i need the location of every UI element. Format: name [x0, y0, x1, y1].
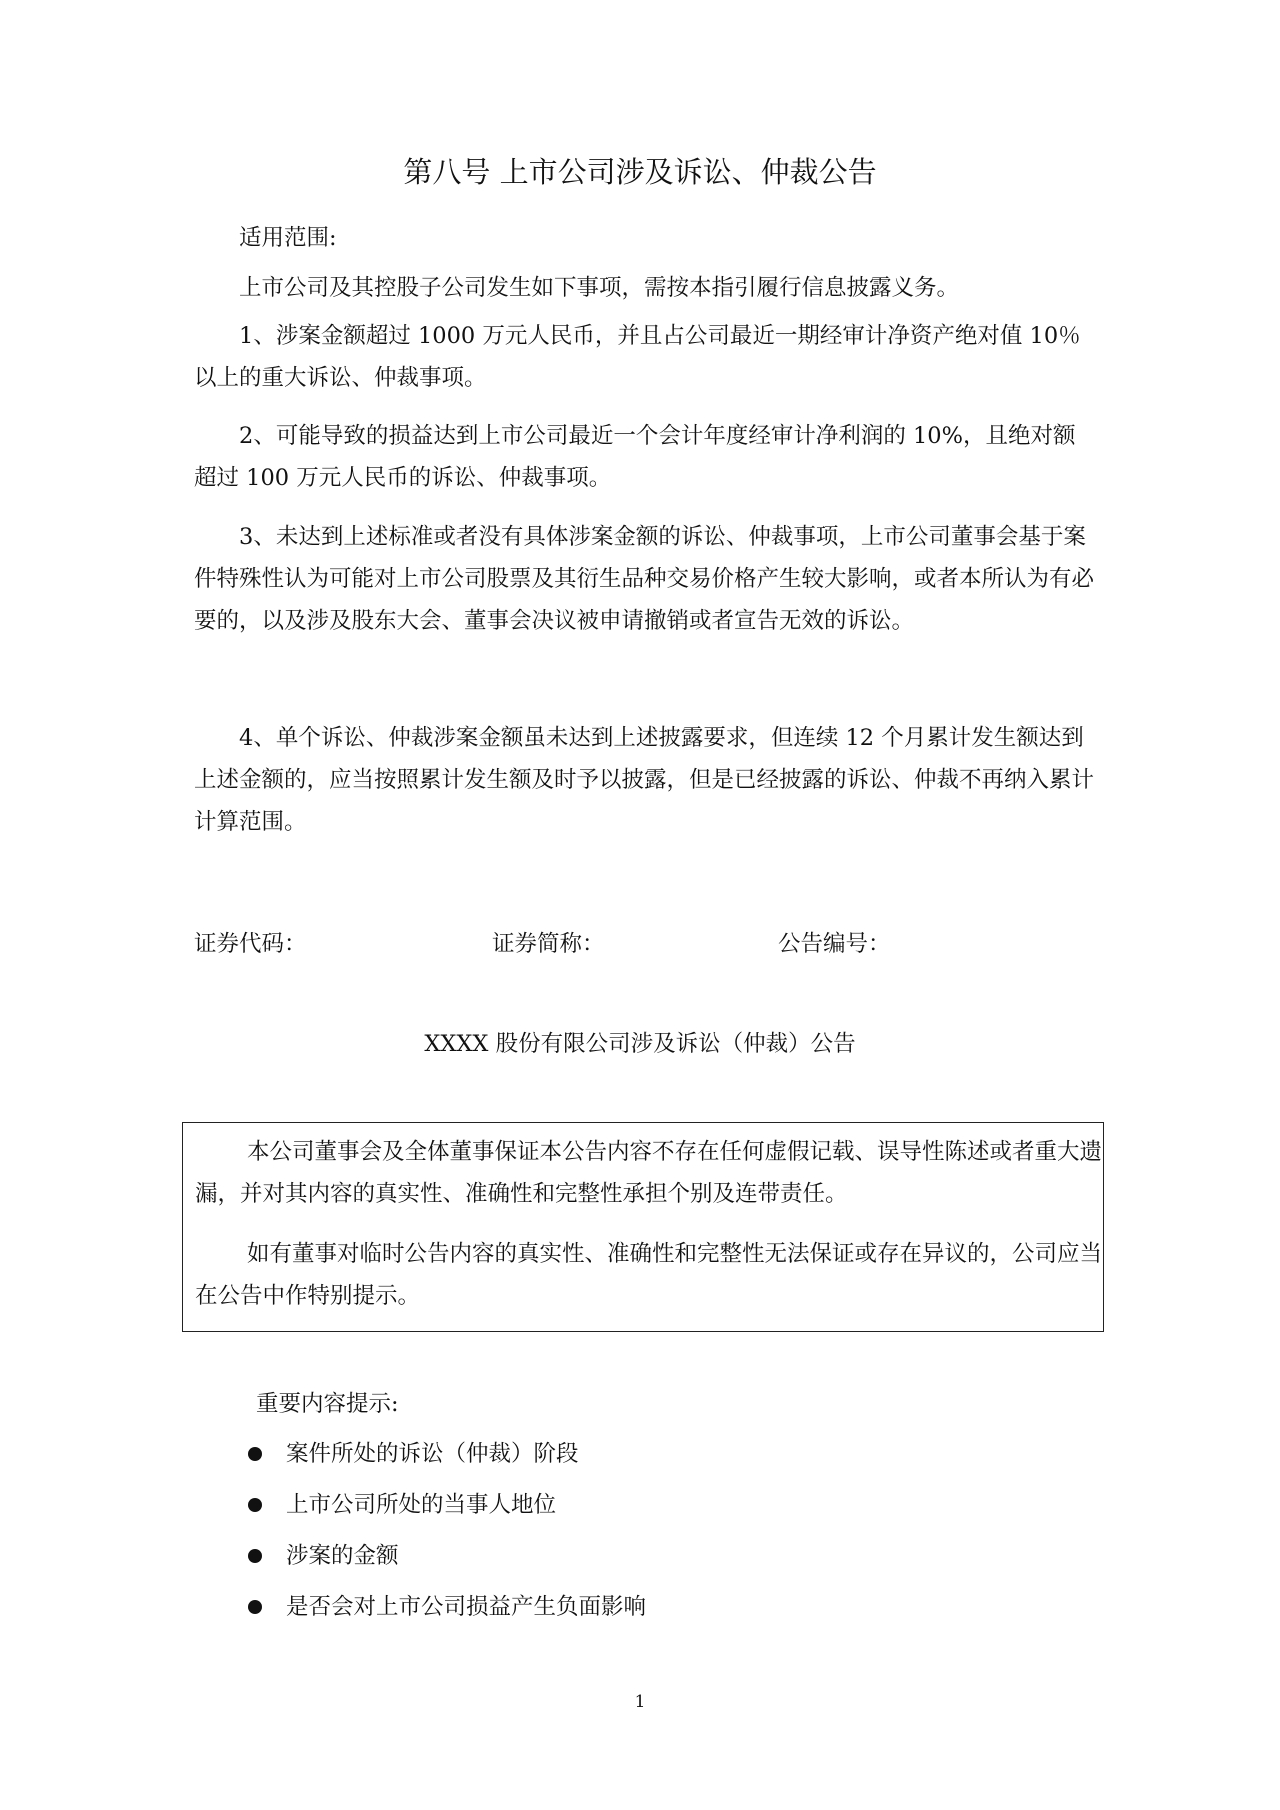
announcement-title: XXXX 股份有限公司涉及诉讼（仲裁）公告	[424, 1031, 856, 1057]
security-abbr-label: 证券简称：	[492, 931, 605, 957]
scope-item-4: 4、单个诉讼、仲裁涉案金额虽未达到上述披露要求，但连续 12 个月累计发生额达到上述金额的，应当按照累计发生额及时予以披露，但是已经披露的诉讼、仲裁不再纳入累计计算范围。	[194, 725, 1095, 835]
scope-label: 适用范围:	[239, 225, 337, 251]
bullet-dot-icon	[248, 1600, 262, 1614]
key-points-label: 重要内容提示:	[256, 1391, 399, 1417]
scope-item-2: 2、可能导致的损益达到上市公司最近一个会计年度经审计净利润的 10%，且绝对额超过 100 万元人民币的诉讼、仲裁事项。	[194, 423, 1076, 491]
page-title: 第八号 上市公司涉及诉讼、仲裁公告	[403, 155, 877, 189]
key-point-text: 案件所处的诉讼（仲裁）阶段	[286, 1441, 579, 1467]
security-code-label: 证券代码：	[194, 931, 307, 957]
scope-item-1: 1、涉案金额超过 1000 万元人民币，并且占公司最近一期经审计净资产绝对值 10％以上的重大诉讼、仲裁事项。	[194, 323, 1081, 391]
key-point-text: 涉案的金额	[286, 1543, 399, 1569]
board-statement-paragraph-1: 本公司董事会及全体董事保证本公告内容不存在任何虚假记载、误导性陈述或者重大遗漏，并对其内容的真实性、准确性和完整性承担个别及连带责任。	[195, 1139, 1103, 1207]
bullet-dot-icon	[248, 1498, 262, 1512]
board-statement-paragraph-2: 如有董事对临时公告内容的真实性、准确性和完整性无法保证或存在异议的，公司应当在公告中作特别提示。	[195, 1241, 1103, 1309]
scope-item-3: 3、未达到上述标准或者没有具体涉案金额的诉讼、仲裁事项，上市公司董事会基于案件特殊性认为可能对上市公司股票及其衍生品种交易价格产生较大影响，或者本所认为有必要的，以及涉及股东大会、董事会决议被申请撤销或者宣告无效的诉讼。	[194, 524, 1095, 634]
key-point-text: 是否会对上市公司损益产生负面影响	[286, 1594, 647, 1620]
bullet-dot-icon	[248, 1447, 262, 1461]
board-statement-box	[182, 1122, 1104, 1332]
key-point-text: 上市公司所处的当事人地位	[286, 1492, 557, 1518]
scope-intro: 上市公司及其控股子公司发生如下事项，需按本指引履行信息披露义务。	[239, 275, 960, 301]
announcement-no-label: 公告编号：	[778, 931, 891, 957]
page-number: 1	[634, 1692, 646, 1712]
bullet-dot-icon	[248, 1549, 262, 1563]
